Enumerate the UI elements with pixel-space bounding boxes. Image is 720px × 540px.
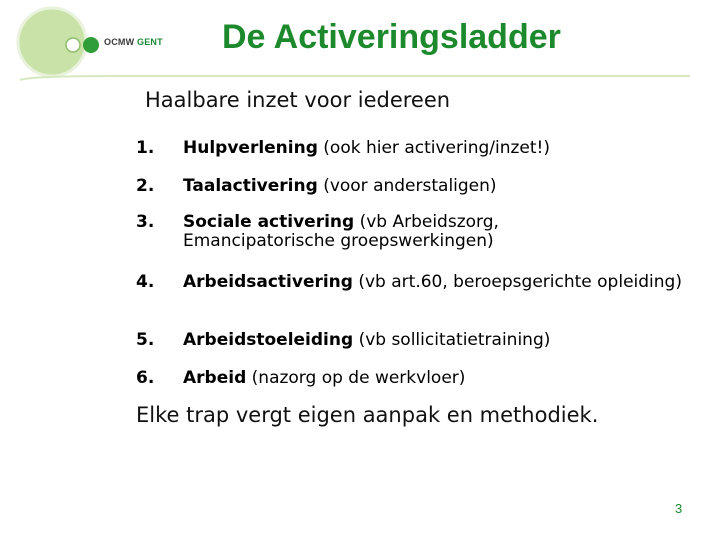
item-number: 6. <box>136 368 155 388</box>
item-number: 2. <box>136 176 155 196</box>
item-detail: (vb sollicitatietraining) <box>358 330 551 350</box>
item-label: Arbeid <box>183 368 247 388</box>
item-label: Taalactivering <box>183 176 318 196</box>
item-label: Hulpverlening <box>183 138 318 158</box>
item-label: Arbeidsactivering <box>183 272 353 292</box>
item-number: 3. <box>136 212 155 232</box>
item-detail: (voor anderstaligen) <box>323 176 497 196</box>
page-number: 3 <box>675 501 683 516</box>
item-number: 1. <box>136 138 155 158</box>
item-label: Arbeidstoeleiding <box>183 330 354 350</box>
item-detail: (ook hier activering/inzet!) <box>323 138 550 158</box>
item-detail: (vb Arbeidszorg, Emancipatorische groepswerkingen) <box>183 212 499 251</box>
logo-org: OCMW <box>104 37 135 47</box>
item-number: 4. <box>136 272 155 292</box>
item-label: Sociale activering <box>183 212 355 232</box>
subtitle: Haalbare inzet voor iedereen <box>145 88 451 112</box>
closing-statement: Elke trap vergt eigen aanpak en methodiek. <box>136 403 599 427</box>
page-title: De Activeringsladder <box>222 18 561 56</box>
item-detail: (nazorg op de werkvloer) <box>251 368 466 388</box>
logo-city: GENT <box>137 37 163 47</box>
item-number: 5. <box>136 330 155 350</box>
item-detail: (vb art.60, beroepsgerichte opleiding) <box>358 272 682 292</box>
